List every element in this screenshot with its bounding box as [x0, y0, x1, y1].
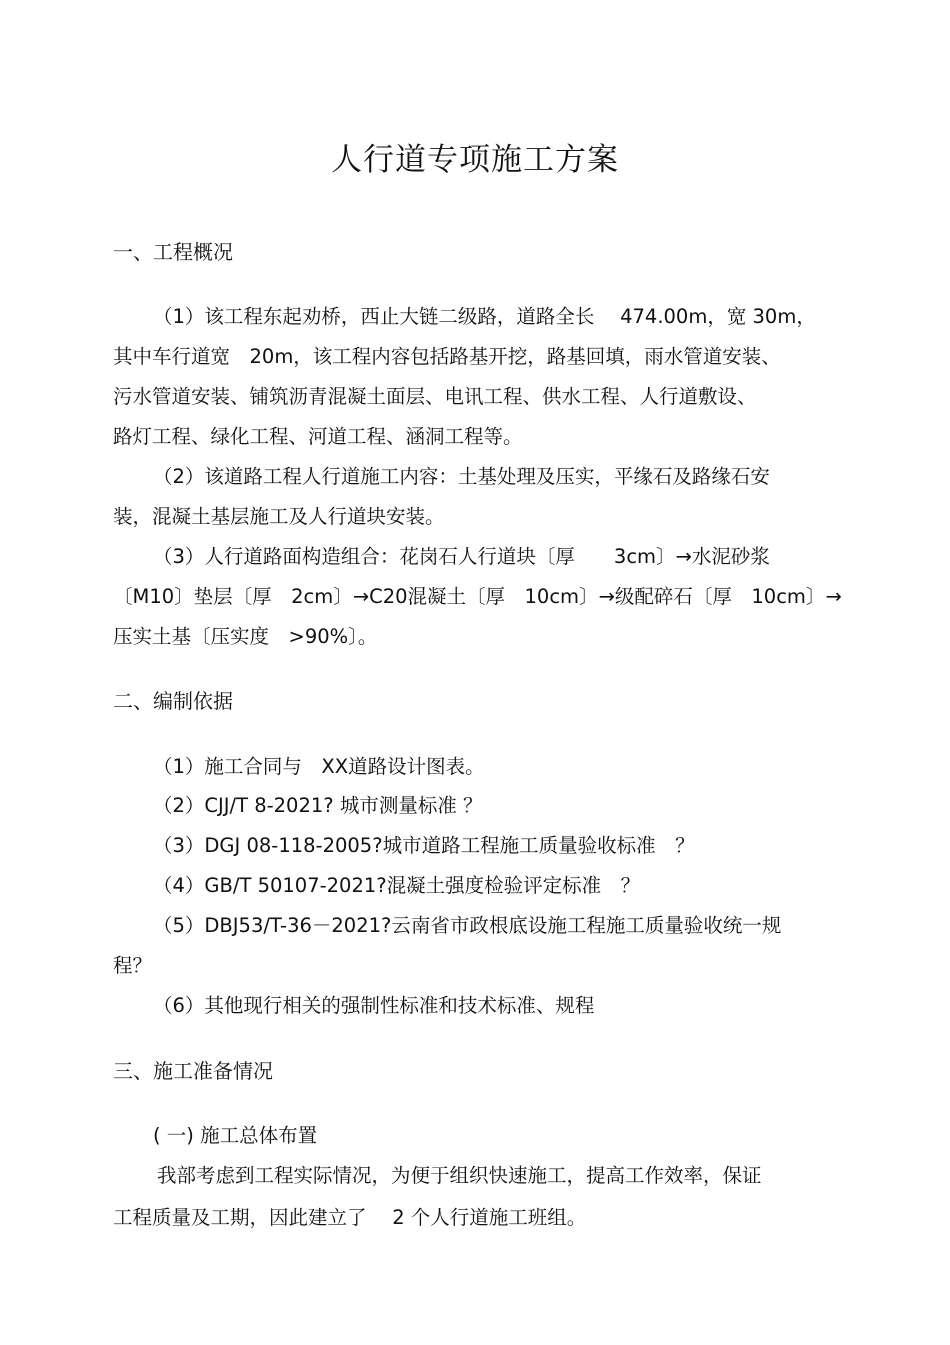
paragraph-line: 〔M10〕垫层〔厚 2cm〕→C20混凝土〔厚 10cm〕→级配碎石〔厚 10cm〕→: [113, 585, 842, 608]
paragraph-line: 污水管道安装、铺筑沥青混凝土面层、电讯工程、供水工程、人行道敷设、: [113, 385, 757, 408]
list-item: （3）DGJ 08-118-2005?城市道路工程施工质量验收标准 ？: [153, 834, 695, 857]
section-heading-basis: 二、编制依据: [113, 689, 233, 713]
sub-heading: ( 一) 施工总体布置: [153, 1124, 318, 1147]
list-item: （1）施工合同与 XX道路设计图表。: [153, 755, 485, 778]
paragraph-line: 压实土基〔压实度 >90%〕。: [113, 625, 378, 648]
document-title: 人行道专项施工方案: [331, 142, 619, 178]
paragraph-line: 我部考虑到工程实际情况，为便于组织快速施工，提高工作效率，保证: [157, 1164, 762, 1187]
paragraph-line: （2）该道路工程人行道施工内容：土基处理及压实，平缘石及路缘石安: [153, 465, 770, 488]
list-item: （4）GB/T 50107-2021?混凝土强度检验评定标准 ？: [153, 874, 641, 897]
section-heading-overview: 一、工程概况: [113, 240, 233, 264]
list-item: （6）其他现行相关的强制性标准和技术标准、规程: [153, 994, 595, 1017]
list-item: （5）DBJ53/T-36－2021?云南省市政根底设施工程施工质量验收统一规: [153, 914, 782, 937]
list-item: （2）CJJ/T 8-2021? 城市测量标准 ？: [153, 794, 483, 817]
paragraph-line: 装，混凝土基层施工及人行道块安装。: [113, 505, 445, 528]
section-heading-preparation: 三、施工准备情况: [113, 1059, 273, 1083]
paragraph-line: 其中车行道宽 20m，该工程内容包括路基开挖，路基回填，雨水管道安装、: [113, 345, 781, 368]
paragraph-line: （1）该工程东起劝桥，西止大链二级路，道路全长 474.00m，宽 30m，: [153, 305, 816, 328]
paragraph-line: （3）人行道路面构造组合：花岗石人行道块〔厚 3cm〕→水泥砂浆: [153, 545, 770, 568]
paragraph-line: 工程质量及工期，因此建立了 2 个人行道施工班组。: [113, 1206, 587, 1229]
paragraph-line: 路灯工程、绿化工程、河道工程、涵洞工程等。: [113, 425, 523, 448]
list-item: 程？: [113, 954, 153, 977]
